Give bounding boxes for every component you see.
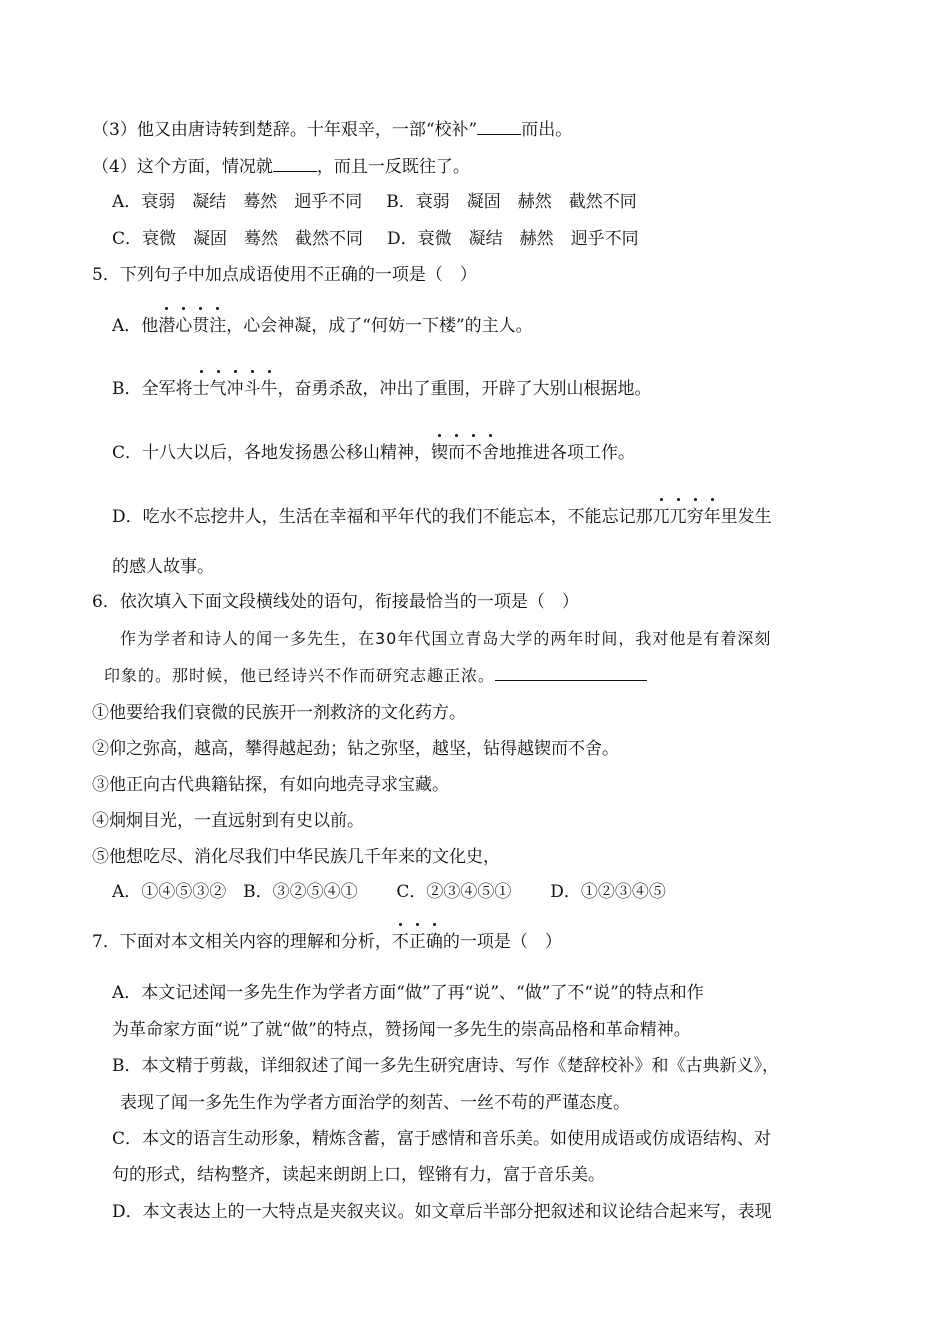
q4-option-d[interactable]: D．衰微 凝结 赫然 迥乎不同: [387, 229, 639, 249]
q7-option-c-cont: 句的形式，结构整齐，读起来朗朗上口，铿锵有力，富于音乐美。: [112, 1165, 605, 1185]
q5-option-d[interactable]: D．吃水不忘挖井人，生活在幸福和平年代的我们不能忘本，不能忘记那兀兀穷年里发生: [112, 507, 772, 527]
q6-stem: 6．依次填入下面文段横线处的语句，衔接最恰当的一项是（ ）: [92, 592, 579, 612]
q4-item4: （4）这个方面，情况就 ，而且一反既往了。: [92, 154, 470, 179]
dotted-char: 舍: [482, 443, 500, 463]
dotted-char: 斗: [243, 379, 261, 399]
q5-stem: 5．下列句子中加点成语使用不正确的一项是（ ）: [92, 265, 477, 285]
q5-option-b[interactable]: B．全军将士气冲斗牛，奋勇杀敌，冲出了重围，开辟了大别山根据地。: [112, 379, 652, 399]
q7-option-d[interactable]: D．本文表达上的一大特点是夹叙夹议。如文章后半部分把叙述和议论结合起来写，表现: [112, 1202, 772, 1222]
dotted-char: 年: [703, 507, 721, 527]
q6-sentence-1: ①他要给我们衰微的民族开一剂救济的文化药方。: [92, 703, 466, 723]
q6-option-d[interactable]: D．①②③④⑤: [550, 882, 666, 902]
fill-blank: [477, 117, 521, 135]
q7-option-c[interactable]: C．本文的语言生动形象，精炼含蓄，富于感情和音乐美。如使用成语或仿成语结构、对: [112, 1129, 772, 1149]
dotted-char: 冲: [226, 379, 244, 399]
dotted-char: 心: [175, 316, 193, 336]
dotted-char: 潜: [158, 316, 176, 336]
dotted-char: 不: [465, 443, 483, 463]
q4-options-row2: [112, 227, 639, 251]
q5-option-d-cont: 的感人故事。: [112, 557, 214, 577]
dotted-char: 兀: [669, 507, 687, 527]
q7-option-a[interactable]: A．本文记述闻一多先生作为学者方面“做”了再“说”、“做”了不“说”的特点和作: [112, 983, 704, 1003]
q6-passage-line1: 作为学者和诗人的闻一多先生，在30年代国立青岛大学的两年时间，我对他是有着深刻: [120, 629, 772, 648]
q4-option-c[interactable]: C．衰微 凝固 蓦然 截然不同: [112, 229, 364, 249]
dotted-char: 锲: [431, 443, 449, 463]
dotted-char: 气: [209, 379, 227, 399]
q4-item3: （3）他又由唐诗转到楚辞。十年艰辛，一部“校补” 而出。: [92, 117, 572, 142]
dotted-char: 不: [391, 932, 409, 952]
q6-sentence-4: ④炯炯目光，一直远射到有史以前。: [92, 811, 364, 831]
q6-passage-line2: 印象的。那时候，他已经诗兴不作而研究志趣正浓。: [104, 663, 647, 688]
q4-option-b[interactable]: B．衰弱 凝固 赫然 截然不同: [386, 192, 637, 212]
dotted-char: 注: [209, 316, 227, 336]
q6-sentence-3: ③他正向古代典籍钻探，有如向地壳寻求宝藏。: [92, 775, 449, 795]
q6-option-a[interactable]: A．①④⑤③②: [112, 882, 227, 902]
dotted-char: 牛: [260, 379, 278, 399]
dotted-char: 确: [425, 932, 443, 952]
dotted-char: 贯: [192, 316, 210, 336]
q5-option-a[interactable]: A．他潜心贯注，心会神凝，成了“何妨一下楼”的主人。: [112, 316, 533, 336]
q6-options: [112, 880, 666, 904]
q7-option-b-cont: 表现了闻一多先生作为学者方面治学的刻苦、一丝不苟的严谨态度。: [120, 1093, 630, 1113]
dotted-char: 而: [448, 443, 466, 463]
q7-option-a-cont: 为革命家方面“说”了就“做”的特点，赞扬闻一多先生的崇高品格和革命精神。: [112, 1020, 691, 1040]
dotted-char: 穷: [686, 507, 704, 527]
fill-blank: [273, 154, 317, 172]
q6-sentence-5: ⑤他想吃尽、消化尽我们中华民族几千年来的文化史，: [92, 847, 500, 867]
q7-stem: 7．下面对本文相关内容的理解和分析，不正确的一项是（ ）: [92, 932, 562, 952]
q4-options-row1: [112, 190, 637, 214]
q5-option-c[interactable]: C．十八大以后，各地发扬愚公移山精神，锲而不舍地推进各项工作。: [112, 443, 636, 463]
fill-blank: [495, 663, 647, 681]
dotted-char: 正: [408, 932, 426, 952]
q7-option-b[interactable]: B．本文精于剪裁，详细叙述了闻一多先生研究唐诗、写作《楚辞校补》和《古典新义》，: [112, 1056, 779, 1076]
q6-sentence-2: ②仰之弥高，越高，攀得越起劲；钻之弥坚，越坚，钻得越锲而不舍。: [92, 739, 619, 759]
q6-option-b[interactable]: B．③②⑤④①: [243, 882, 358, 902]
q4-option-a[interactable]: A．衰弱 凝结 蓦然 迥乎不同: [112, 192, 363, 212]
q6-option-c[interactable]: C．②③④⑤①: [396, 882, 512, 902]
dotted-char: 士: [192, 379, 210, 399]
dotted-char: 兀: [652, 507, 670, 527]
